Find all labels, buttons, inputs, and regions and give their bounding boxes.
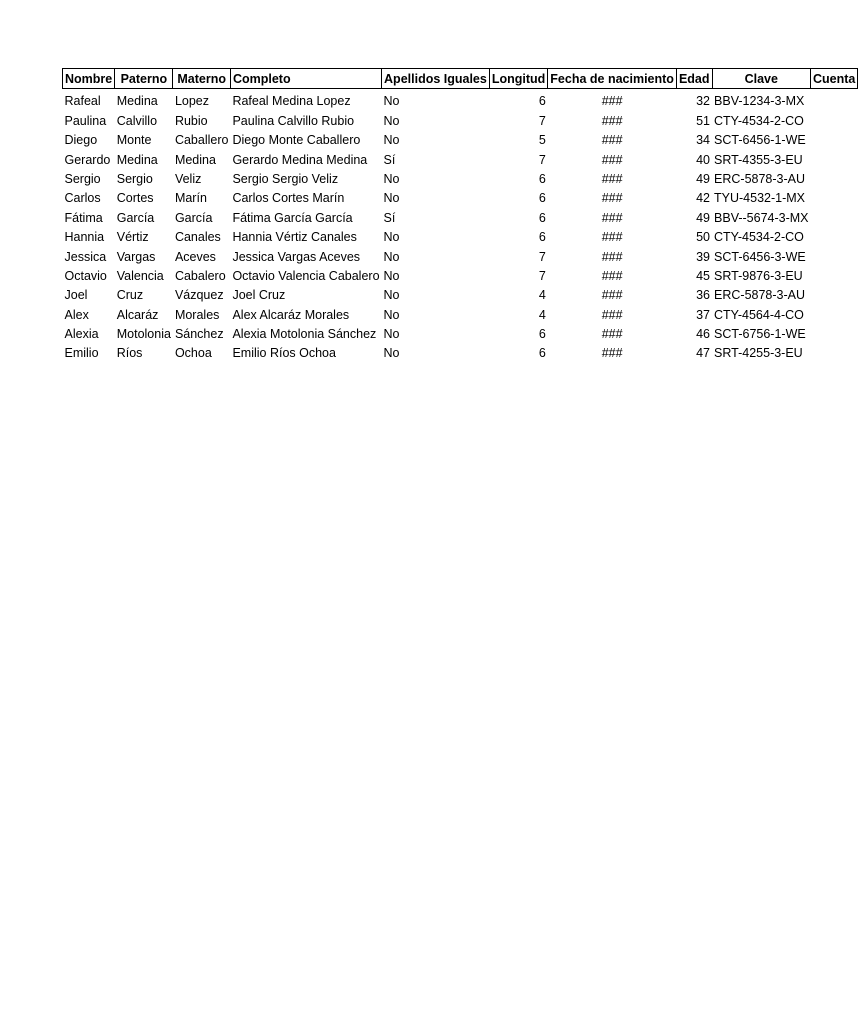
cell-cuenta[interactable]	[811, 225, 858, 244]
header-nombre[interactable]: Nombre	[63, 69, 115, 89]
cell-apellidos-iguales[interactable]: No	[383, 171, 400, 186]
cell-completo[interactable]: Fátima García García	[232, 210, 353, 225]
cell-cuenta[interactable]	[811, 89, 858, 109]
cell-apellidos-iguales[interactable]: No	[383, 249, 400, 264]
cell-fecha-nacimiento[interactable]: ###	[601, 133, 623, 148]
cell-paterno[interactable]: Ríos	[116, 346, 143, 361]
table-row	[63, 322, 858, 341]
table-row	[63, 108, 858, 127]
cell-nombre[interactable]: Jessica	[64, 249, 107, 264]
cell-completo[interactable]: Alexia Motolonia Sánchez	[232, 327, 377, 342]
table-row	[63, 283, 858, 302]
cell-paterno[interactable]: Medina	[116, 94, 158, 109]
table-row	[63, 302, 858, 321]
cell-paterno[interactable]: Cruz	[116, 288, 144, 303]
header-apellidos-iguales[interactable]: Apellidos Iguales	[382, 69, 490, 89]
header-clave[interactable]: Clave	[712, 69, 810, 89]
cell-completo[interactable]: Jessica Vargas Aceves	[232, 249, 361, 264]
cell-clave[interactable]: CTY-4534-2-CO	[714, 230, 804, 245]
cell-cuenta[interactable]	[811, 205, 858, 224]
cell-edad[interactable]: 34	[696, 133, 711, 148]
cell-completo[interactable]: Rafeal Medina Lopez	[232, 94, 351, 109]
cell-paterno[interactable]: Monte	[116, 133, 152, 148]
cell-nombre[interactable]: Octavio	[64, 268, 107, 283]
cell-materno[interactable]: Marín	[174, 191, 207, 206]
cell-completo[interactable]: Gerardo Medina Medina	[232, 152, 368, 167]
table-row	[63, 205, 858, 224]
cell-longitud[interactable]: 7	[538, 268, 546, 283]
cell-nombre[interactable]: Emilio	[64, 346, 99, 361]
cell-longitud[interactable]: 6	[538, 191, 546, 206]
cell-materno[interactable]: Sánchez	[174, 327, 224, 342]
cell-longitud[interactable]: 6	[538, 346, 546, 361]
cell-clave[interactable]: ERC-5878-3-AU	[714, 288, 806, 303]
cell-clave[interactable]: ERC-5878-3-AU	[714, 171, 806, 186]
cell-longitud[interactable]: 4	[538, 307, 546, 322]
cell-edad[interactable]: 45	[696, 268, 711, 283]
cell-edad[interactable]: 32	[696, 94, 711, 109]
cell-edad[interactable]: 42	[696, 191, 711, 206]
cell-fecha-nacimiento[interactable]: ###	[601, 288, 623, 303]
cell-materno[interactable]: Caballero	[174, 133, 229, 148]
cell-paterno[interactable]: Sergio	[116, 171, 153, 186]
header-edad[interactable]: Edad	[676, 69, 712, 89]
cell-clave[interactable]: BBV--5674-3-MX	[714, 210, 809, 225]
cell-edad[interactable]: 40	[696, 152, 711, 167]
cell-cuenta[interactable]	[811, 302, 858, 321]
cell-edad[interactable]: 49	[696, 171, 711, 186]
cell-apellidos-iguales[interactable]: No	[383, 113, 400, 128]
cell-completo[interactable]: Octavio Valencia Cabalero	[232, 268, 380, 283]
cell-nombre[interactable]: Alexia	[64, 327, 99, 342]
cell-paterno[interactable]: Vértiz	[116, 230, 149, 245]
cell-cuenta[interactable]	[811, 108, 858, 127]
table-row	[63, 128, 858, 147]
table-row	[63, 167, 858, 186]
cell-apellidos-iguales[interactable]: No	[383, 327, 400, 342]
cell-materno[interactable]: Ochoa	[174, 346, 212, 361]
cell-paterno[interactable]: García	[116, 210, 155, 225]
cell-fecha-nacimiento[interactable]: ###	[601, 249, 623, 264]
cell-apellidos-iguales[interactable]: No	[383, 346, 400, 361]
cell-clave[interactable]: CTY-4564-4-CO	[714, 307, 804, 322]
cell-edad[interactable]: 50	[696, 230, 711, 245]
cell-cuenta[interactable]	[811, 341, 858, 360]
cell-materno[interactable]: Vázquez	[174, 288, 224, 303]
cell-clave[interactable]: BBV-1234-3-MX	[714, 94, 805, 109]
cell-nombre[interactable]: Diego	[64, 133, 98, 148]
cell-materno[interactable]: Cabalero	[174, 268, 226, 283]
cell-fecha-nacimiento[interactable]: ###	[601, 210, 623, 225]
cell-paterno[interactable]: Medina	[116, 152, 158, 167]
cell-nombre[interactable]: Carlos	[64, 191, 101, 206]
cell-nombre[interactable]: Paulina	[64, 113, 107, 128]
cell-apellidos-iguales[interactable]: Sí	[383, 152, 396, 167]
cell-materno[interactable]: García	[174, 210, 213, 225]
cell-completo[interactable]: Emilio Ríos Ochoa	[232, 346, 336, 361]
cell-nombre[interactable]: Joel	[64, 288, 88, 303]
header-completo[interactable]: Completo	[230, 69, 381, 89]
cell-longitud[interactable]: 4	[538, 288, 546, 303]
cell-cuenta[interactable]	[811, 264, 858, 283]
cell-apellidos-iguales[interactable]: No	[383, 230, 400, 245]
cell-apellidos-iguales[interactable]: No	[383, 288, 400, 303]
cell-fecha-nacimiento[interactable]: ###	[601, 152, 623, 167]
cell-paterno[interactable]: Calvillo	[116, 113, 158, 128]
table-row	[63, 341, 858, 360]
cell-paterno[interactable]: Valencia	[116, 268, 164, 283]
cell-clave[interactable]: TYU-4532-1-MX	[714, 191, 806, 206]
header-cuenta[interactable]: Cuenta	[811, 69, 858, 89]
cell-nombre[interactable]: Fátima	[64, 210, 103, 225]
cell-completo[interactable]: Paulina Calvillo Rubio	[232, 113, 355, 128]
cell-clave[interactable]: SCT-6456-1-WE	[714, 133, 806, 148]
cell-longitud[interactable]: 6	[538, 327, 546, 342]
cell-apellidos-iguales[interactable]: No	[383, 191, 400, 206]
cell-edad[interactable]: 46	[696, 327, 711, 342]
cell-fecha-nacimiento[interactable]: ###	[601, 191, 623, 206]
cell-cuenta[interactable]	[811, 167, 858, 186]
cell-clave[interactable]: CTY-4534-2-CO	[714, 113, 804, 128]
cell-longitud[interactable]: 7	[538, 152, 546, 167]
cell-clave[interactable]: SRT-9876-3-EU	[714, 268, 803, 283]
cell-fecha-nacimiento[interactable]: ###	[601, 94, 623, 109]
cell-fecha-nacimiento[interactable]: ###	[601, 327, 623, 342]
cell-cuenta[interactable]	[811, 147, 858, 166]
header-fecha-nacimiento[interactable]: Fecha de nacimiento	[548, 69, 677, 89]
cell-fecha-nacimiento[interactable]: ###	[601, 230, 623, 245]
cell-apellidos-iguales[interactable]: Sí	[383, 210, 396, 225]
cell-cuenta[interactable]	[811, 283, 858, 302]
cell-completo[interactable]: Carlos Cortes Marín	[232, 191, 345, 206]
cell-clave[interactable]: SRT-4255-3-EU	[714, 346, 803, 361]
cell-apellidos-iguales[interactable]: No	[383, 307, 400, 322]
cell-fecha-nacimiento[interactable]: ###	[601, 113, 623, 128]
cell-cuenta[interactable]	[811, 186, 858, 205]
spreadsheet-table	[62, 68, 858, 360]
cell-nombre[interactable]: Hannia	[64, 230, 105, 245]
cell-clave[interactable]: SRT-4355-3-EU	[714, 152, 803, 167]
cell-completo[interactable]: Sergio Sergio Veliz	[232, 171, 339, 186]
cell-apellidos-iguales[interactable]: No	[383, 94, 400, 109]
cell-longitud[interactable]: 6	[538, 210, 546, 225]
cell-edad[interactable]: 51	[696, 113, 711, 128]
cell-fecha-nacimiento[interactable]: ###	[601, 171, 623, 186]
cell-paterno[interactable]: Motolonia	[116, 327, 171, 342]
cell-completo[interactable]: Hannia Vértiz Canales	[232, 230, 357, 245]
cell-longitud[interactable]: 6	[538, 230, 546, 245]
cell-apellidos-iguales[interactable]: No	[383, 268, 400, 283]
header-materno[interactable]: Materno	[173, 69, 231, 89]
cell-fecha-nacimiento[interactable]: ###	[601, 307, 623, 322]
cell-cuenta[interactable]	[811, 322, 858, 341]
cell-nombre[interactable]: Gerardo	[64, 152, 111, 167]
table-row	[63, 147, 858, 166]
cell-nombre[interactable]: Alex	[64, 307, 89, 322]
cell-completo[interactable]: Joel Cruz	[232, 288, 286, 303]
cell-paterno[interactable]: Cortes	[116, 191, 154, 206]
cell-longitud[interactable]: 5	[538, 133, 546, 148]
cell-edad[interactable]: 39	[696, 249, 711, 264]
cell-edad[interactable]: 47	[696, 346, 711, 361]
header-paterno[interactable]: Paterno	[115, 69, 173, 89]
cell-longitud[interactable]: 7	[538, 113, 546, 128]
table-row	[63, 244, 858, 263]
cell-edad[interactable]: 49	[696, 210, 711, 225]
cell-longitud[interactable]: 7	[538, 249, 546, 264]
table-row	[63, 89, 858, 109]
cell-longitud[interactable]: 6	[538, 94, 546, 109]
cell-materno[interactable]: Lopez	[174, 94, 209, 109]
cell-nombre[interactable]: Rafeal	[64, 94, 101, 109]
table-row	[63, 225, 858, 244]
cell-edad[interactable]: 36	[696, 288, 711, 303]
cell-longitud[interactable]: 6	[538, 171, 546, 186]
cell-apellidos-iguales[interactable]: No	[383, 133, 400, 148]
cell-fecha-nacimiento[interactable]: ###	[601, 346, 623, 361]
cell-clave[interactable]: SCT-6756-1-WE	[714, 327, 806, 342]
cell-completo[interactable]: Alex Alcaráz Morales	[232, 307, 350, 322]
cell-materno[interactable]: Canales	[174, 230, 221, 245]
cell-cuenta[interactable]	[811, 244, 858, 263]
cell-materno[interactable]: Rubio	[174, 113, 208, 128]
cell-paterno[interactable]: Alcaráz	[116, 307, 159, 322]
table-row	[63, 186, 858, 205]
cell-materno[interactable]: Morales	[174, 307, 220, 322]
header-longitud[interactable]: Longitud	[489, 69, 547, 89]
cell-completo[interactable]: Diego Monte Caballero	[232, 133, 361, 148]
cell-materno[interactable]: Aceves	[174, 249, 216, 264]
header-row	[63, 69, 858, 89]
table-row	[63, 264, 858, 283]
cell-paterno[interactable]: Vargas	[116, 249, 156, 264]
cell-materno[interactable]: Medina	[174, 152, 216, 167]
cell-cuenta[interactable]	[811, 128, 858, 147]
cell-nombre[interactable]: Sergio	[64, 171, 101, 186]
cell-materno[interactable]: Veliz	[174, 171, 202, 186]
cell-fecha-nacimiento[interactable]: ###	[601, 268, 623, 283]
cell-edad[interactable]: 37	[696, 307, 711, 322]
cell-clave[interactable]: SCT-6456-3-WE	[714, 249, 806, 264]
